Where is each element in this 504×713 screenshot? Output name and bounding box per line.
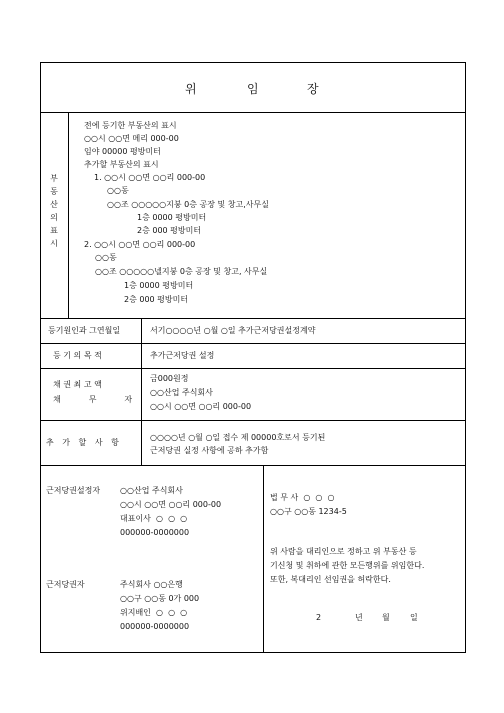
property-line: 1. ○○시 ○○면 ○○리 000-00 [94,173,206,182]
setter-line: 000000-0000000 [120,528,190,537]
property-line: 추가할 부동산의 표시 [84,160,159,169]
outer-border-bottom [40,652,466,653]
property-line: ○○시 ○○면 메리 000-00 [84,134,179,143]
property-line: ○○조 ○○○○○지붕 0층 공장 및 창고,사무실 [107,200,269,209]
date-year: 2 [316,613,322,622]
lawyer-line: ○○구 ○○동 1234-5 [270,507,347,516]
property-line: 2층 000 평방미터 [124,295,189,304]
divider-under-title [40,112,466,113]
property-label-char: 동 [50,187,58,196]
lawyer-line: 법 무 사 ○ ○ ○ [270,493,335,502]
claim-amount-label: 채 권 최 고 액 [53,380,102,389]
holder-line: 위지배인 ○ ○ ○ [120,608,188,617]
setter-label: 근저당권설정자 [46,486,101,495]
divider-under-additional [40,465,466,466]
property-label [40,172,68,250]
claim-line: 금000원정 [150,374,189,383]
delegation-line: 위 사람을 대리인으로 정하고 위 부동산 등 [270,547,417,556]
holder-label: 근저당권자 [46,580,85,589]
outer-border-left [40,62,41,653]
delegation-line: 기신청 및 취하에 관한 모든행위를 위임한다. [270,561,425,570]
title-char-1: 위 [185,82,197,96]
property-label-char: 부 [50,174,58,183]
additional-line: ○○○○년 ○월 ○일 접수 제 00000호로서 등기된 [150,433,326,442]
divider-property-label [68,112,69,319]
divider-bottom-column [263,465,264,653]
date-day-unit: 일 [410,613,418,622]
property-line: 임야 00000 평방미터 [84,147,161,156]
additional-line: 근저당권 실정 사항에 공하 추가함 [150,446,269,455]
purpose-label: 등 기 의 목 적 [53,351,102,360]
property-line: ○○조 ○○○○○넬지붕 0층 공장 및 창고, 사무실 [95,267,268,276]
debtor-label: 채 무 자 [53,395,133,404]
outer-border-top [40,62,466,63]
delegation-line: 또한, 복대리인 선임권을 허락한다. [270,575,391,584]
property-line: 2. ○○시 ○○면 ○○리 000-00 [84,240,196,249]
claim-line: ○○산업 주식회사 [150,388,213,397]
divider-under-cause [40,343,466,344]
divider-under-claim [40,420,466,421]
page-title [40,80,466,94]
claim-line: ○○시 ○○면 ○○리 000-00 [150,402,252,411]
setter-line: 대표이사 ○ ○ ○ [120,514,188,523]
setter-line: ○○시 ○○면 ○○리 000-00 [120,500,222,509]
property-line: ○○동 [107,186,129,195]
title-char-3: 장 [307,82,319,96]
property-line: ○○동 [95,253,117,262]
property-line: 1층 0000 평방미터 [124,281,194,290]
date-year-unit: 년 [355,613,363,622]
setter-line: ○○산업 주식회사 [120,486,183,495]
holder-line: ○○구 ○○동 0가 000 [120,594,200,603]
property-line: 2층 000 평방미터 [137,226,202,235]
divider-under-property [40,318,466,319]
property-line: 전에 등기한 부동산의 표시 [84,121,177,130]
property-label-char: 표 [50,226,58,235]
property-label-char: 시 [50,239,58,248]
cause-value: 서기○○○○년 ○월 ○일 추가근저당권설정계약 [150,326,316,335]
holder-line: 000000-0000000 [120,622,190,631]
outer-border-right [465,62,466,653]
purpose-value: 추가근저당권 설정 [150,351,215,360]
holder-line: 주식회사 ○○은행 [120,580,183,589]
date-month-unit: 월 [382,613,390,622]
property-line: 1층 0000 평방미터 [137,213,207,222]
additional-label: 추 가 할 사 항 [46,438,122,447]
property-label-char: 산 [50,200,58,209]
divider-cause-label [141,318,142,465]
title-char-2: 임 [247,82,259,96]
cause-label: 등기원인과 그연월일 [48,326,121,335]
divider-under-purpose [40,368,466,369]
property-label-char: 의 [50,213,58,222]
